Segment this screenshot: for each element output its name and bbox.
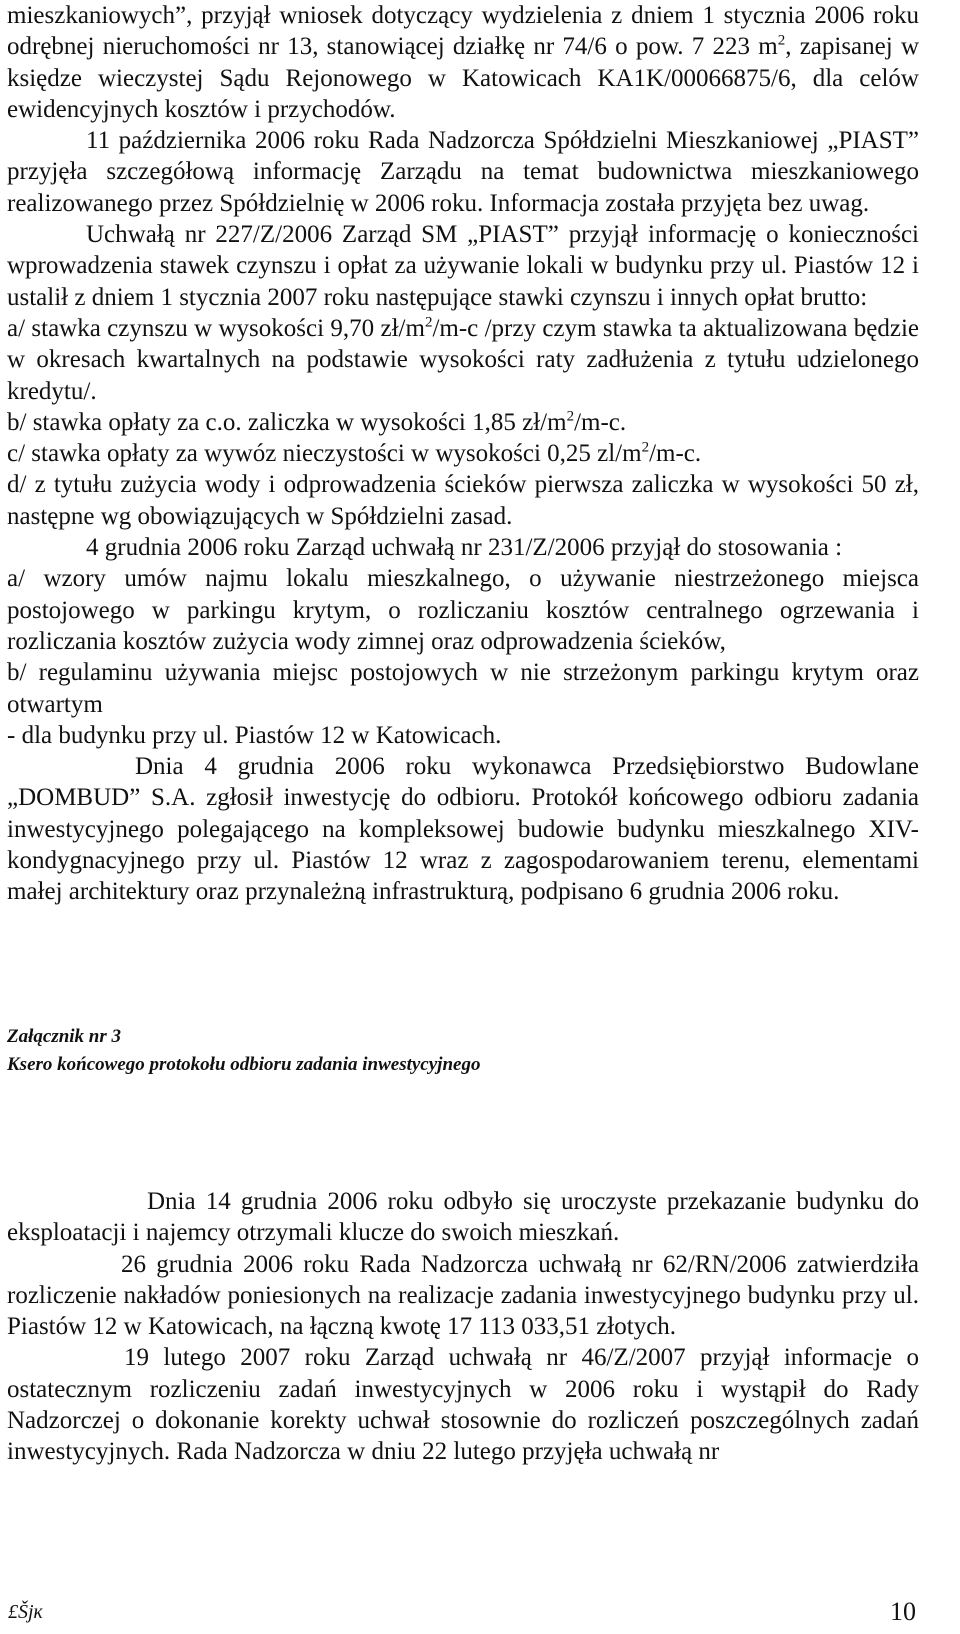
paragraph-acceptance-protocol: Dnia 4 grudnia 2006 roku wykonawca Przedsiębiorstwo Budowlane „DOMBUD” S.A. zgłosił inwestycję do odbioru. Protokół końcowego odbioru zadania inwestycyjnego polegającego na kompleksowej budowie budynku mieszkalnego XIV-kondygnacyjnego przy ul. Piastów 12 wraz z zagospodarowaniem terenu, elementami małej architektury oraz przynależną infrastrukturą, podpisano 6 grudnia 2006 roku. bbox=[7, 753, 919, 906]
paragraph-resolution-62: 26 grudnia 2006 roku Rada Nadzorcza uchwałą nr 62/RN/2006 zatwierdziła rozliczenie nakładów poniesionych na realizacje zadania inwestycyjnego budynku przy ul. Piastów 12 w Katowicach, na łączną kwotę 17 113 033,51 złotych. bbox=[7, 1250, 919, 1341]
list-item-building-note: - dla budynku przy ul. Piastów 12 w Katowicach. bbox=[7, 721, 502, 749]
list-item-heating-rate: b/ stawka opłaty za c.o. zaliczka w wysokości 1,85 $zł/m^2/m-c$. bbox=[7, 408, 627, 436]
text-block-bottom bbox=[7, 1186, 919, 1468]
list-item-parking-regulations: b/ regulaminu używania miejsc postojowych w nie strzeżonym parkingu krytym oraz otwartym bbox=[7, 659, 919, 718]
handwritten-initials: £Šjĸ bbox=[8, 1601, 43, 1623]
attachment-label: Załącznik nr 3 bbox=[7, 1026, 122, 1047]
attachment-title: Ksero końcowego protokołu odbioru zadania inwestycyjnego bbox=[7, 1054, 481, 1075]
paragraph-resolution-231: 4 grudnia 2006 roku Zarząd uchwałą nr 231/Z/2006 przyjął do stosowania : bbox=[86, 534, 843, 562]
paragraph-resolution-227: Uchwałą nr 227/Z/2006 Zarząd SM „PIAST” przyjął informację o konieczności wprowadzenia stawek czynszu i opłat za używanie lokali w budynku przy ul. Piastów 12 i ustalił z dniem 1 stycznia 2007 roku następujące stawki czynszu i innych opłat brutto: bbox=[7, 221, 919, 311]
list-item-water-rate: d/ z tytułu zużycia wody i odprowadzenia ścieków pierwsza zaliczka w wysokości 50 zł, następne wg obowiązujących w Spółdzielni zasad. bbox=[7, 471, 919, 530]
list-item-rent-rate: a/ stawka czynszu w wysokości 9,70 $zł/m^2/m-c$ /przy czym stawka ta aktualizowana będzie w okresach kwartalnych na podstawie wysokości raty zadłużenia z tytułu udzielonego kredytu/. bbox=[7, 314, 919, 405]
paragraph-resolution-46: 19 lutego 2007 roku Zarząd uchwałą nr 46/Z/2007 przyjął informacje o ostatecznym rozliczeniu zadań inwestycyjnych w 2006 roku i wystąpił do Rady Nadzorczej o dokonanie korekty uchwał stosownie do rozliczeń poszczególnych zadań inwestycyjnych. Rada Nadzorcza w dniu 22 lutego przyjęła uchwałą nr bbox=[7, 1344, 919, 1466]
paragraph-supervisory-board-october: 11 października 2006 roku Rada Nadzorcza Spółdzielni Mieszkaniowej „PIAST” przyjęła szczegółową informację Zarządu na temat budownictwa mieszkaniowego realizowanego przez Spółdzielnię w 2006 roku. Informacja została przyjęta bez uwag. bbox=[7, 127, 919, 217]
list-item-waste-rate: c/ stawka opłaty za wywóz nieczystości w wysokości 0,25 $zl/m^2/m-c$. bbox=[7, 439, 702, 468]
page-number: 10 bbox=[890, 1597, 916, 1626]
paragraph-handover: Dnia 14 grudnia 2006 roku odbyło się uroczyste przekazanie budynku do eksploatacji i najemcy otrzymali klucze do swoich mieszkań. bbox=[7, 1188, 919, 1247]
text-block-top bbox=[7, 0, 919, 908]
paragraph-property-separation: mieszkaniowych”, przyjął wniosek dotyczący wydzielenia z dniem 1 stycznia 2006 roku odrębnej nieruchomości nr 13, stanowiącej działkę nr 74/6 o pow. 7 223 $m^2$, zapisanej w księdze wieczystej Sądu Rejonowego w Katowicach KA1K/00066875/6, dla celów ewidencyjnych kosztów i przychodów. bbox=[7, 2, 919, 123]
list-item-contract-templates: a/ wzory umów najmu lokalu mieszkalnego, o używanie niestrzeżonego miejsca postojowego w parkingu krytym, o rozliczaniu kosztów centralnego ogrzewania i rozliczania kosztów zużycia wody zimnej oraz odprowadzenia ścieków, bbox=[7, 565, 919, 655]
